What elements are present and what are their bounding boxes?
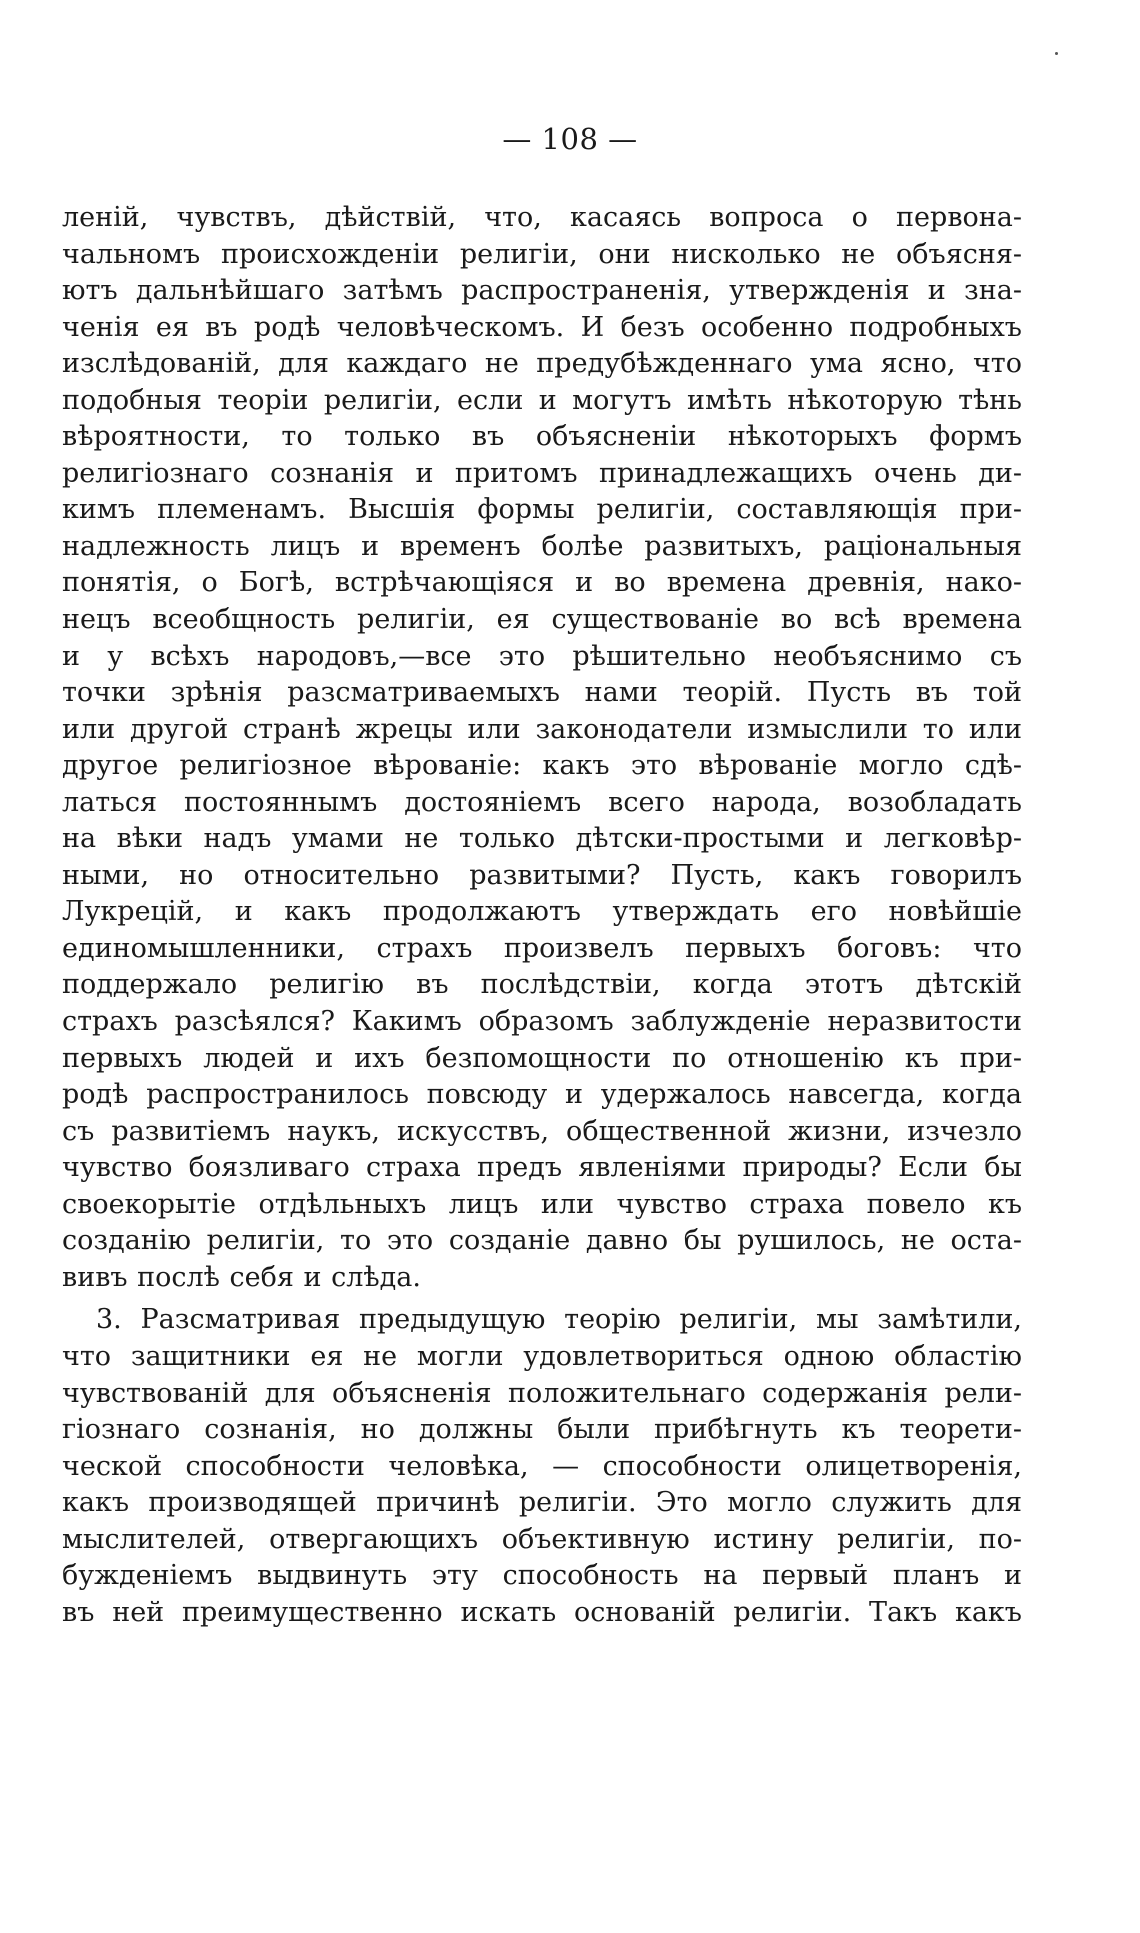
text-line: ными, но относительно развитыми? Пусть, какъ говорилъ (62, 859, 1022, 891)
text-line: 3. Разсматривая предыдущую теорію религіи, мы замѣтили, (96, 1304, 1022, 1336)
text-line: чувство боязливаго страха предъ явленіями природы? Если бы (62, 1152, 1022, 1184)
text-line: вивъ послѣ себя и слѣда. (62, 1261, 421, 1293)
text-line: поддержало религію въ послѣдствіи, когда этотъ дѣтскій (62, 969, 1022, 1001)
text-line: бужденіемъ выдвинуть эту способность на первый планъ и (62, 1560, 1022, 1592)
text-line: латься постояннымъ достояніемъ всего народа, возобладать (62, 786, 1022, 818)
text-line: съ развитіемъ наукъ, искусствъ, общественной жизни, изчезло (62, 1115, 1022, 1147)
text-line: въ ней преимущественно искать основаній религіи. Такъ какъ (62, 1596, 1022, 1628)
paragraph-continued (62, 200, 1022, 1296)
text-line: или другой странѣ жрецы или законодатели измыслили то или (62, 713, 1022, 745)
text-line: чальномъ происхожденіи религіи, они нисколько не объясня- (62, 238, 1022, 270)
text-line: религіознаго сознанія и притомъ принадлежащихъ очень ди- (62, 457, 1022, 489)
paragraph-section-3 (62, 1302, 1022, 1631)
page-number: — 108 — (502, 122, 638, 156)
text-line: подобныя теоріи религіи, если и могутъ имѣть нѣкоторую тѣнь (62, 384, 1022, 416)
text-line: вѣроятности, то только въ объясненіи нѣкоторыхъ формъ (62, 421, 1022, 453)
text-line: понятія, о Богѣ, встрѣчающіяся и во времена древнія, нако- (62, 567, 1022, 599)
text-line: своекорытіе отдѣльныхъ лицъ или чувство страха повело къ (62, 1188, 1022, 1220)
text-line: что защитники ея не могли удовлетвориться одною областію (62, 1340, 1022, 1372)
text-line: на вѣки надъ умами не только дѣтски-простыми и легковѣр- (62, 823, 1022, 855)
text-line: кимъ племенамъ. Высшія формы религіи, составляющія при- (62, 494, 1022, 526)
text-line: чувствованій для объясненія положительнаго содержанія рели- (62, 1377, 1022, 1409)
text-line: другое религіозное вѣрованіе: какъ это вѣрованіе могло сдѣ- (62, 750, 1022, 782)
text-line: мыслителей, отвергающихъ объективную истину религіи, по- (62, 1523, 1022, 1555)
text-line: ютъ дальнѣйшаго затѣмъ распространенія, утвержденія и зна- (62, 275, 1022, 307)
body-text (62, 200, 1022, 1631)
text-line: первыхъ людей и ихъ безпомощности по отношенію къ при- (62, 1042, 1022, 1074)
text-line: надлежность лицъ и временъ болѣе развитыхъ, раціональныя (62, 530, 1022, 562)
text-line: ческой способности человѣка, — способности олицетворенія, (62, 1450, 1022, 1482)
text-line: изслѣдованій, для каждаго не предубѣжденнаго ума ясно, что (62, 348, 1022, 380)
print-speck (1055, 52, 1058, 55)
text-line: и у всѣхъ народовъ,—все это рѣшительно необъяснимо съ (62, 640, 1022, 672)
text-line: единомышленники, страхъ произвелъ первыхъ боговъ: что (62, 932, 1022, 964)
text-line: гіознаго сознанія, но должны были прибѣгнуть къ теорети- (62, 1414, 1022, 1446)
text-line: созданію религіи, то это созданіе давно бы рушилось, не оста- (62, 1225, 1022, 1257)
text-line: нецъ всеобщность религіи, ея существованіе во всѣ времена (62, 604, 1022, 636)
text-line: страхъ разсѣялся? Какимъ образомъ заблужденіе неразвитости (62, 1006, 1022, 1038)
text-line: ченія ея въ родѣ человѣческомъ. И безъ особенно подробныхъ (62, 311, 1022, 343)
text-line: родѣ распространилось повсюду и удержалось навсегда, когда (62, 1079, 1022, 1111)
text-line: Лукрецій, и какъ продолжаютъ утверждать его новѣйшіе (62, 896, 1022, 928)
text-line: точки зрѣнія разсматриваемыхъ нами теорій. Пусть въ той (62, 677, 1022, 709)
text-line: леній, чувствъ, дѣйствій, что, касаясь вопроса о первона- (62, 202, 1022, 233)
text-line: какъ производящей причинѣ религіи. Это могло служить для (62, 1487, 1022, 1519)
